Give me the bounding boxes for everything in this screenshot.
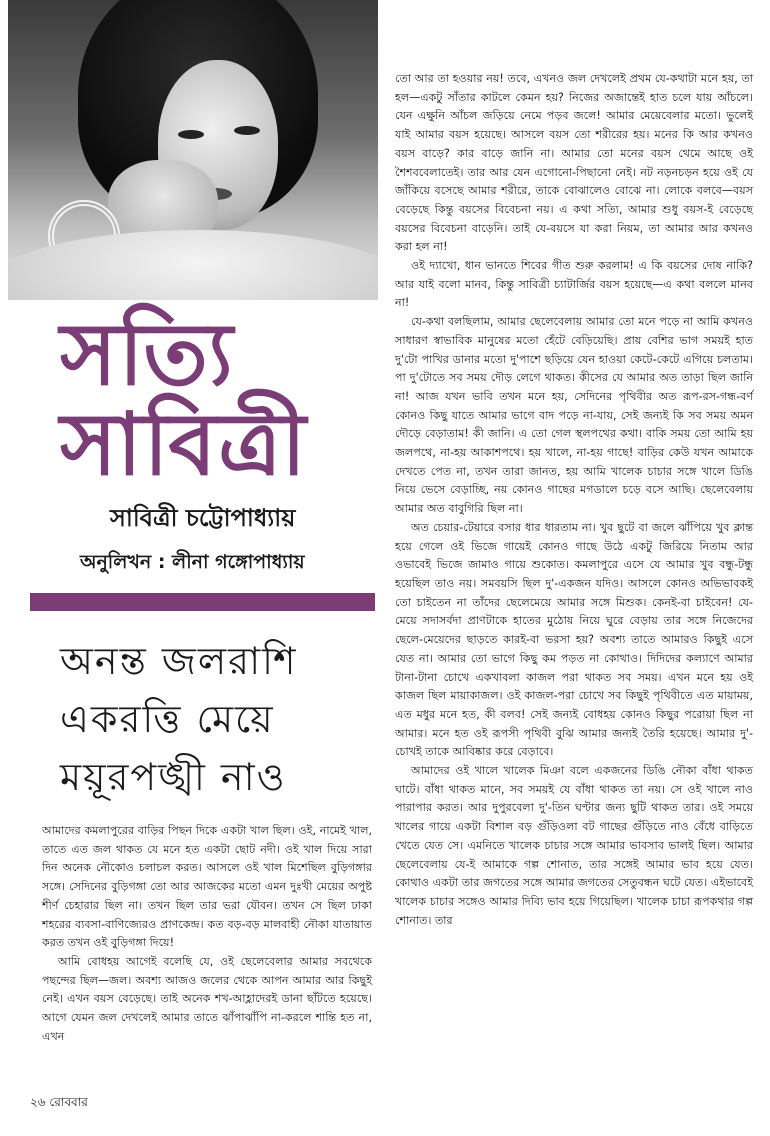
transcriber-credit: অনুলিখন : লীনা গঙ্গোপাধ্যায়	[80, 551, 305, 573]
paragraph: ওই দ্যাখো, ধান ভানতে শিবের গীত শুরু করলাম! এ কি বয়সের দোষ নাকি? আর যাই বলো মানব, কিন্তু সাবিত্রী চ্যাটার্জির বয়স হয়েছে—এ কথা বললে মানব না!	[395, 259, 753, 310]
left-column	[42, 822, 372, 1046]
accent-bar	[30, 593, 375, 611]
paragraph: অত চেয়ার-টেয়ারে বসার ধার ধারতাম না। খুব ছুটে বা জলে ঝাঁপিয়ে খুব ক্লান্ত হয়ে গেলে ওই ভিজে গায়েই কোনও গাছে উঠে একটু জিরিয়ে নিতাম আর ওভাবেই ভিজে জামাও গায়ে শুকোত। কমলাপুরে এসে যে আমার খুব বন্ধু-টন্ধু হয়েছিল তাও নয়। সমবয়সি ছিল দু'-একজন যদিও। আসলে কোনও অভিভাবকই তো চাইতেন না তাঁদের ছেলেমেয়ে আমার সঙ্গে মিশুক। কেনই-বা চাইবেন! যে-মেয়ে সদাসর্বদা প্রাণটাকে হাতের মুঠোয় নিয়ে ঘুরে বেড়ায় তার সঙ্গে নিজেদের ছেলে-মেয়েদের ছাড়তে কারই-বা ভরসা হয়? অবশ্য তাতে আমারও কিছুই এসে যেত না। আমার তো ভাগে কিছু কম পড়ত না কোথাও। দিদিদের কল্যাণে আমার টানা-টানা চোখে একখাবলা কাজল পরা থাকত সব সময়। এখন মনে হয় ওই কাজল ছিল মায়াকাজল। ওই কাজল-পরা চোখে সব কিছুই পৃথিবীতে এত মায়াময়, এত মধুর মনে হত, কী বলব! সেই জন্যই বোধহয় কোনও কিছুর পরোয়া ছিল না আমার। মনে হত ওই রূপসী পৃথিবী বুঝি আমার জন্যই তৈরি হয়েছে। আমার দু'-চোখই তাকে আবিষ্কার করে বেড়াবে।	[395, 520, 753, 759]
paragraph: আমি বোধহয় আগেই বলেছি যে, ওই ছেলেবেলার আমার সবথেকে পছন্দের ছিল—জল। অবশ্য আজও জলের থেকে আপন আমার আর কিছুই নেই। এখন বয়স বেড়েছে। তাই অনেক শখ-আহ্লাদেরই ডানা ছাঁটতে হয়েছে। আগে যেমন জল দেখলেই আমার তাতে ঝাঁপাঝাঁপি না-করলে শান্তি হত না, এখন	[42, 954, 372, 1043]
photo-eye-right	[234, 126, 260, 135]
title-line-1: সত্যি	[60, 304, 235, 405]
title-line-2: সাবিত্রী	[60, 394, 309, 495]
paragraph: যে-কথা বলছিলাম, আমার ছেলেবেলায় আমার তো মনে পড়ে না আমি কখনও সাধারণ স্বাভাবিক মানুষের মতো হেঁটে বেড়িয়েছি। প্রায় বেশির ভাগ সময়ই হাত দু'টো পাখির ডানার মতো দু'পাশে ছড়িয়ে যেন হাওয়া কেটে-কেটে এগিয়ে চলতাম। পা দু'টোতে সব সময় দৌড় লেগে থাকত। কীসের যে আমার অত তাড়া ছিল জানি না! আজ যখন ভাবি তখন মনে হয়, সেদিনের পৃথিবীর অত রূপ-রস-গন্ধ-বর্ণ কোনও কিছু যাতে আমার ভাগে বাদ পড়ে না-যায়, সেই জন্যই কি সব সময় অমন দৌড়ে বেড়াতাম! কী জানি। এ তো গেল স্থলপথের কথা। বাকি সময় তো আমি হয় জলপথে, না-হয় আকাশপথে। হয় খালে, না-হয় গাছে! বাড়ির কেউ যখন আমাকে দেখতে পেত না, তখন তারা জানত, হয় আমি খালেক চাচার সঙ্গে খালে ডিঙি নিয়ে ভেসে বেড়াচ্ছি, নয় কোনও গাছের মগডালে চড়ে বসে আছি। ছেলেবেলায় আমার অত বাবুগিরি ছিল না।	[395, 315, 753, 516]
right-column	[395, 70, 753, 930]
paragraph: তো আর তা হওয়ার নয়! তবে, এখনও জল দেখলেই প্রথম যে-কথাটা মনে হয়, তা হল—একটু সাঁতার কাটলে কেমন হয়? নিজের অজান্তেই হাত চলে যায় আঁচলে। যেন এক্ষুনি আঁচল জড়িয়ে নেমে পড়ব জলে! আমার মেয়েবেলার মতো। ভুলেই যাই আমার বয়স হয়েছে। আসলে বয়স তো শরীরের হয়। মনের কি আর কখনও বয়স বাড়ে? কার বাড়ে জানি না। আমার তো মনের বয়স থেমে আছে ওই শৈশববেলাতেই। তার আর যেন এগোনো-পিছানো নেই। নট নড়নচড়ন হয়ে ওই যে জাঁকিয়ে বসেছে আমার শরীরে, তাকে বোঝালেও বোঝে না। লোকে বলবে—বয়স বেড়েছে কিন্তু বয়সের বিবেচনা নয়। এ কথা সত্যি, আমার শুধু বয়স-ই বেড়েছে বয়সের বিবেচনা বাড়েনি। তাই যে-বয়সে যা করা নিয়ম, তা আমার আর কখনও করা হল না!	[395, 72, 753, 254]
paragraph: আমাদের কমলাপুরের বাড়ির পিছন দিকে একটা খাল ছিল। ওই, নামেই খাল, তাতে এত জল থাকত যে মনে হত একটা ছোট নদী। ওই খাল দিয়ে সারা দিন অনেক নৌকোও চলাচল করত। আসলে ওই খাল মিশেছিল বুড়িগঙ্গার সঙ্গে। সেদিনের বুড়িগঙ্গা তো আর আজকের মতো এমন দুঃখী মেয়ের অপুষ্ট শীর্ণ চেহারার ছিল না। তখন ছিল তার ভরা যৌবন। তখন সে ছিল ঢাকা শহরের ব্যবসা-বাণিজ্যেরও প্রাণকেন্দ্র। কত বড়-বড় মালবাহী নৌকা যাতায়াত করত তখন ওই বুড়িগঙ্গা দিয়ে!	[42, 824, 372, 950]
page-footer: ২৬ রোববার	[30, 1095, 88, 1109]
author-name: সাবিত্রী চট্টোপাধ্যায়	[110, 504, 296, 532]
portrait-photo	[8, 0, 378, 300]
subheading-line-2: একরত্তি মেয়ে	[60, 697, 275, 741]
photo-eye-left	[178, 130, 204, 139]
subheading-line-1: অনন্ত জলরাশি	[60, 639, 298, 683]
subheading-line-3: ময়ূরপঙ্খী নাও	[60, 755, 287, 799]
paragraph: আমাদের ওই খালে খালেক মিঞা বলে একজনের ডিঙি নৌকা বাঁধা থাকত ঘাটে। বাঁধা থাকত মানে, সব সময়ই যে বাঁধা থাকত তা নয়। সে ওই খালে নাও পারাপার করত। আর দুপুরবেলা দু'-তিন ঘণ্টার জন্য ছুটি থাকত তার। ওই সময়ে খালের গায়ে একটা বিশাল বড় গুঁড়িওলা বট গাছের গুঁড়িতে নাও বেঁধে বাড়িতে খেতে যেত সে। এমনিতে খালেক চাচার সঙ্গে আমার ভাবসাব ভালই ছিল। আমার ছেলেবেলায় যে-ই আমাকে গল্প শোনাত, তার সঙ্গেই আমার ভাব হয়ে যেত। কোথাও একটা তার জগতের সঙ্গে আমার জগতের সেতুবন্ধন ঘটে যেত। এইভাবেই খালেক চাচার সঙ্গেও আমার দিব্যি ভাব হয়ে গিয়েছিল। খালেক চাচা রূপকথার গল্প শোনাত। তার	[395, 764, 753, 927]
